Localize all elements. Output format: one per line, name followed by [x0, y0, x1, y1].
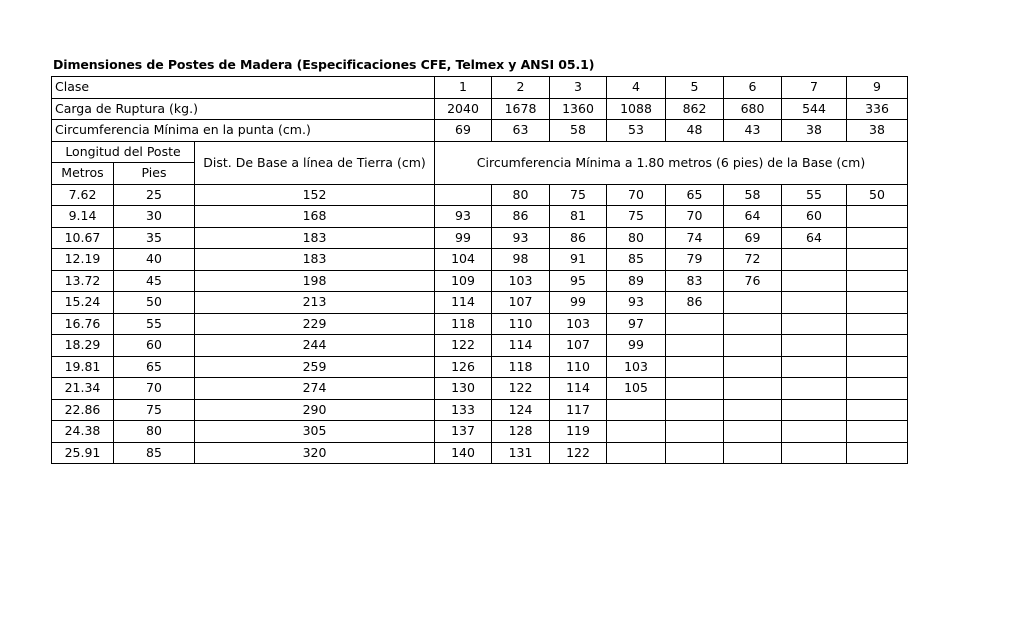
circ-cell: 72 — [724, 249, 782, 271]
metros-cell: 25.91 — [52, 442, 114, 464]
circ-cell: 103 — [550, 313, 607, 335]
circ-cell — [847, 356, 908, 378]
circ-cell: 76 — [724, 270, 782, 292]
metros-cell: 10.67 — [52, 227, 114, 249]
circ-cell: 89 — [607, 270, 666, 292]
circ-cell — [724, 378, 782, 400]
circ-cell — [724, 356, 782, 378]
pies-header: Pies — [114, 163, 195, 185]
carga-cell: 544 — [782, 98, 847, 120]
table-row — [52, 356, 908, 378]
metros-cell: 12.19 — [52, 249, 114, 271]
circ-cell: 109 — [435, 270, 492, 292]
circ-cell: 99 — [435, 227, 492, 249]
circ-cell: 128 — [492, 421, 550, 443]
circ-cell — [607, 442, 666, 464]
carga-cell: 1678 — [492, 98, 550, 120]
metros-cell: 18.29 — [52, 335, 114, 357]
circ-punta-cell: 43 — [724, 120, 782, 142]
carga-cell: 2040 — [435, 98, 492, 120]
circ-cell: 119 — [550, 421, 607, 443]
dist-cell: 152 — [195, 184, 435, 206]
circ-cell — [724, 313, 782, 335]
circ-punta-cell: 38 — [782, 120, 847, 142]
table-row — [52, 184, 908, 206]
pies-cell: 60 — [114, 335, 195, 357]
pies-cell: 70 — [114, 378, 195, 400]
circ-cell — [847, 313, 908, 335]
circ-cell: 75 — [607, 206, 666, 228]
circ-cell: 86 — [492, 206, 550, 228]
circ-cell: 114 — [550, 378, 607, 400]
circ-base-header: Circumferencia Mínima a 1.80 metros (6 pies) de la Base (cm) — [435, 141, 908, 184]
circ-cell — [847, 292, 908, 314]
dist-cell: 183 — [195, 249, 435, 271]
clase-cell: 2 — [492, 77, 550, 99]
dist-cell: 213 — [195, 292, 435, 314]
metros-cell: 16.76 — [52, 313, 114, 335]
circ-punta-cell: 58 — [550, 120, 607, 142]
metros-cell: 13.72 — [52, 270, 114, 292]
circ-punta-cell: 53 — [607, 120, 666, 142]
dist-cell: 229 — [195, 313, 435, 335]
dist-cell: 274 — [195, 378, 435, 400]
circ-cell: 70 — [666, 206, 724, 228]
table-row — [52, 206, 908, 228]
circ-cell — [782, 399, 847, 421]
circ-cell: 55 — [782, 184, 847, 206]
circ-cell: 80 — [492, 184, 550, 206]
circ-cell — [666, 442, 724, 464]
circ-cell — [782, 442, 847, 464]
circ-cell: 118 — [492, 356, 550, 378]
table-row — [52, 399, 908, 421]
circ-cell — [847, 206, 908, 228]
pies-cell: 75 — [114, 399, 195, 421]
circ-cell: 60 — [782, 206, 847, 228]
circ-cell — [782, 356, 847, 378]
circ-cell — [666, 378, 724, 400]
table-row — [52, 335, 908, 357]
clase-label: Clase — [52, 77, 435, 99]
pies-cell: 35 — [114, 227, 195, 249]
pies-cell: 25 — [114, 184, 195, 206]
circ-cell: 122 — [550, 442, 607, 464]
pies-cell: 85 — [114, 442, 195, 464]
circ-cell: 70 — [607, 184, 666, 206]
circ-cell — [782, 378, 847, 400]
pies-cell: 30 — [114, 206, 195, 228]
circ-cell — [724, 442, 782, 464]
circ-cell — [666, 335, 724, 357]
circ-cell: 110 — [550, 356, 607, 378]
circ-cell: 99 — [607, 335, 666, 357]
circ-cell: 98 — [492, 249, 550, 271]
circ-punta-label: Circumferencia Mínima en la punta (cm.) — [52, 120, 435, 142]
circ-cell — [724, 399, 782, 421]
circ-cell: 104 — [435, 249, 492, 271]
dist-cell: 244 — [195, 335, 435, 357]
circ-cell: 114 — [435, 292, 492, 314]
carga-cell: 1360 — [550, 98, 607, 120]
carga-row — [52, 98, 908, 120]
table-row — [52, 442, 908, 464]
circ-cell: 91 — [550, 249, 607, 271]
circ-cell: 83 — [666, 270, 724, 292]
circ-cell — [666, 399, 724, 421]
circ-cell — [724, 335, 782, 357]
clase-row — [52, 77, 908, 99]
circ-cell: 122 — [435, 335, 492, 357]
circ-cell: 95 — [550, 270, 607, 292]
metros-cell: 22.86 — [52, 399, 114, 421]
dist-cell: 183 — [195, 227, 435, 249]
circ-cell: 93 — [492, 227, 550, 249]
circ-cell — [607, 421, 666, 443]
dist-cell: 290 — [195, 399, 435, 421]
circ-cell — [847, 421, 908, 443]
table-row — [52, 313, 908, 335]
circ-cell — [782, 313, 847, 335]
metros-cell: 9.14 — [52, 206, 114, 228]
table-title: Dimensiones de Postes de Madera (Especificaciones CFE, Telmex y ANSI 05.1) — [53, 57, 595, 72]
circ-cell — [666, 313, 724, 335]
pies-cell: 80 — [114, 421, 195, 443]
circ-punta-cell: 63 — [492, 120, 550, 142]
circ-cell: 97 — [607, 313, 666, 335]
circ-cell: 64 — [782, 227, 847, 249]
pies-cell: 50 — [114, 292, 195, 314]
carga-cell: 680 — [724, 98, 782, 120]
metros-cell: 7.62 — [52, 184, 114, 206]
circ-cell — [782, 270, 847, 292]
circ-cell: 118 — [435, 313, 492, 335]
clase-cell: 7 — [782, 77, 847, 99]
circ-cell: 107 — [492, 292, 550, 314]
circ-cell: 122 — [492, 378, 550, 400]
circ-punta-cell: 48 — [666, 120, 724, 142]
circ-cell — [724, 421, 782, 443]
circ-cell: 103 — [607, 356, 666, 378]
circ-cell: 137 — [435, 421, 492, 443]
circ-punta-cell: 69 — [435, 120, 492, 142]
circ-cell: 105 — [607, 378, 666, 400]
circ-cell — [607, 399, 666, 421]
longitud-header: Longitud del Poste — [52, 141, 195, 163]
circ-cell: 133 — [435, 399, 492, 421]
circ-cell: 131 — [492, 442, 550, 464]
circ-cell: 99 — [550, 292, 607, 314]
circ-cell: 126 — [435, 356, 492, 378]
dist-cell: 198 — [195, 270, 435, 292]
clase-cell: 1 — [435, 77, 492, 99]
circ-cell — [847, 270, 908, 292]
circ-cell — [847, 442, 908, 464]
table-row — [52, 249, 908, 271]
clase-cell: 9 — [847, 77, 908, 99]
circ-cell — [666, 356, 724, 378]
metros-cell: 24.38 — [52, 421, 114, 443]
poles-table — [51, 76, 908, 464]
carga-label: Carga de Ruptura (kg.) — [52, 98, 435, 120]
circ-cell: 75 — [550, 184, 607, 206]
circ-cell: 130 — [435, 378, 492, 400]
table-row — [52, 292, 908, 314]
metros-cell: 15.24 — [52, 292, 114, 314]
circ-cell: 117 — [550, 399, 607, 421]
circ-cell: 86 — [550, 227, 607, 249]
circ-cell: 65 — [666, 184, 724, 206]
pies-cell: 40 — [114, 249, 195, 271]
metros-cell: 21.34 — [52, 378, 114, 400]
carga-cell: 862 — [666, 98, 724, 120]
circ-cell — [847, 399, 908, 421]
carga-cell: 336 — [847, 98, 908, 120]
table-row — [52, 227, 908, 249]
circ-cell: 86 — [666, 292, 724, 314]
circ-cell: 50 — [847, 184, 908, 206]
clase-cell: 6 — [724, 77, 782, 99]
pies-cell: 65 — [114, 356, 195, 378]
circ-cell: 58 — [724, 184, 782, 206]
circ-cell: 110 — [492, 313, 550, 335]
circ-punta-cell: 38 — [847, 120, 908, 142]
circ-cell: 103 — [492, 270, 550, 292]
clase-cell: 5 — [666, 77, 724, 99]
circ-cell: 124 — [492, 399, 550, 421]
circ-cell — [847, 335, 908, 357]
dist-header: Dist. De Base a línea de Tierra (cm) — [195, 141, 435, 184]
circ-cell: 69 — [724, 227, 782, 249]
dist-cell: 305 — [195, 421, 435, 443]
table-row — [52, 378, 908, 400]
circ-cell: 107 — [550, 335, 607, 357]
dist-cell: 320 — [195, 442, 435, 464]
circ-punta-row — [52, 120, 908, 142]
circ-cell — [782, 249, 847, 271]
pies-cell: 45 — [114, 270, 195, 292]
clase-cell: 4 — [607, 77, 666, 99]
circ-cell — [724, 292, 782, 314]
clase-cell: 3 — [550, 77, 607, 99]
metros-header: Metros — [52, 163, 114, 185]
circ-cell: 74 — [666, 227, 724, 249]
circ-cell: 85 — [607, 249, 666, 271]
circ-cell — [782, 292, 847, 314]
circ-cell: 81 — [550, 206, 607, 228]
circ-cell — [847, 227, 908, 249]
circ-cell: 79 — [666, 249, 724, 271]
circ-cell — [435, 184, 492, 206]
circ-cell: 80 — [607, 227, 666, 249]
dist-cell: 168 — [195, 206, 435, 228]
circ-cell — [782, 335, 847, 357]
circ-cell: 140 — [435, 442, 492, 464]
circ-cell — [666, 421, 724, 443]
circ-cell: 93 — [607, 292, 666, 314]
circ-cell: 93 — [435, 206, 492, 228]
header-row-1 — [52, 141, 908, 163]
circ-cell: 114 — [492, 335, 550, 357]
dist-cell: 259 — [195, 356, 435, 378]
table-row — [52, 421, 908, 443]
circ-cell — [847, 249, 908, 271]
pies-cell: 55 — [114, 313, 195, 335]
circ-cell — [847, 378, 908, 400]
circ-cell: 64 — [724, 206, 782, 228]
carga-cell: 1088 — [607, 98, 666, 120]
circ-cell — [782, 421, 847, 443]
metros-cell: 19.81 — [52, 356, 114, 378]
table-row — [52, 270, 908, 292]
